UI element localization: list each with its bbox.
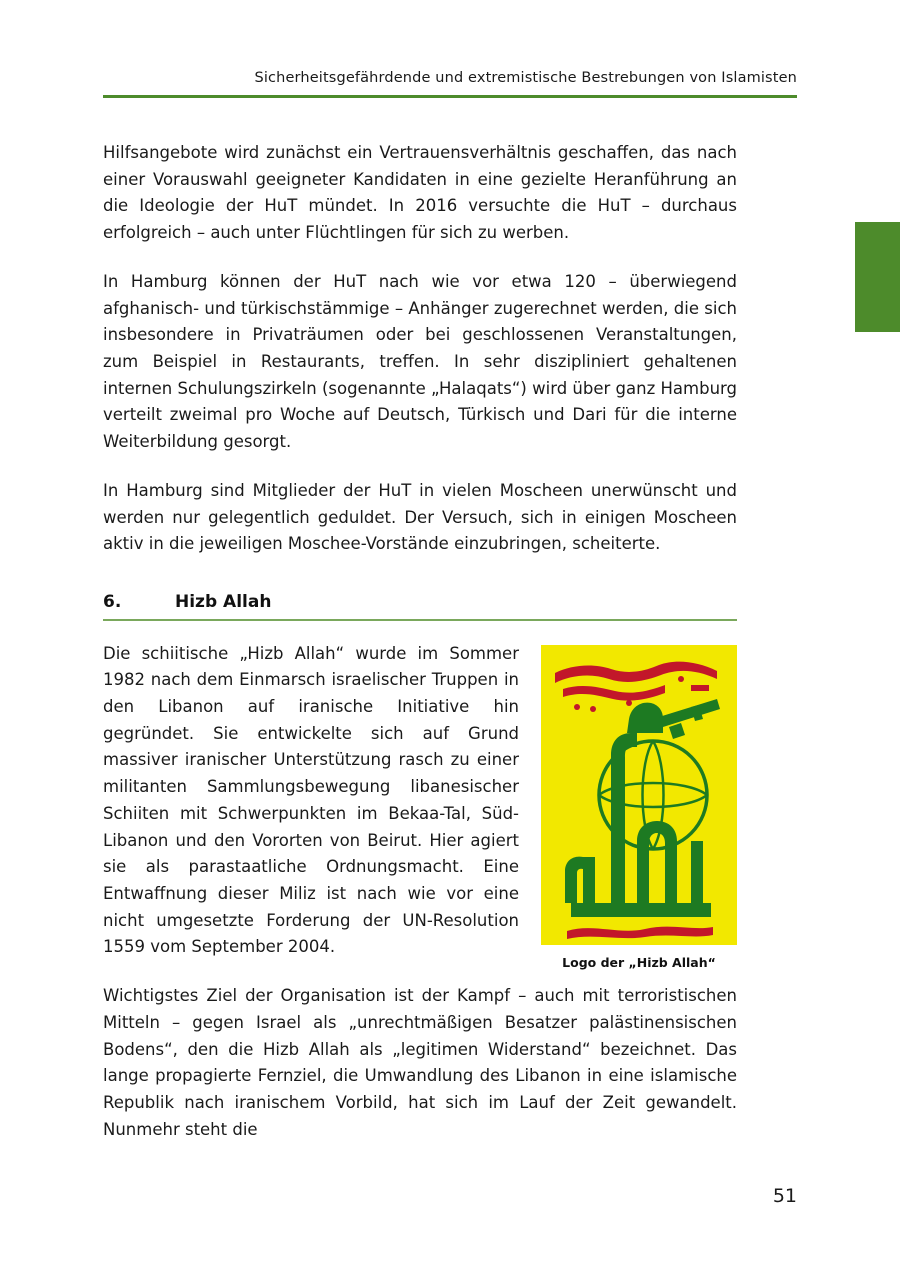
hizb-allah-emblem-icon — [541, 645, 737, 945]
section-number: 6. — [103, 592, 122, 613]
section-title: Hizb Allah — [175, 592, 272, 613]
section-divider — [103, 619, 737, 621]
page-header — [103, 70, 797, 98]
figure-caption: Logo der „Hizb Allah“ — [562, 954, 716, 970]
chapter-edge-marker — [855, 222, 900, 332]
figure-and-text-block — [103, 641, 737, 1166]
header-divider — [103, 95, 797, 98]
section-heading — [103, 592, 737, 612]
paragraph-1: Hilfsangebote wird zunächst ein Vertrauensverhältnis geschaffen, das nach einer Vorauswahl geeigneter Kandidaten in eine gezielte Heranführung an die Ideologie der HuT mündet. In 2016 versuchte die HuT – durchaus erfolgreich – auch unter Flüchtlingen für sich zu werben. — [103, 143, 737, 243]
section-paragraph-wrapped: Die schiitische „Hizb Allah“ wurde im Sommer 1982 nach dem Einmarsch israelischer Truppen in den Libanon auf iranische Initiative hin gegründet. Sie entwickelte sich auf Grund massiver iranischer Unterstützung rasch zu einer militanten Sammlungsbewegung libanesischer Schiiten mit Schwerpunkten im Bekaa-Tal, Süd-Libanon und den Vororten von Beirut. Hier agiert sie als parastaatliche Ordnungsmacht. Eine Entwaffnung dieser Miliz ist nach wie vor eine nicht umgesetzte Forderung der UN-Resolution 1559 vom September 2004. — [103, 643, 519, 957]
paragraph-3: In Hamburg sind Mitglieder der HuT in vielen Moscheen unerwünscht und werden nur gelegentlich geduldet. Der Versuch, sich in einigen Moscheen aktiv in die jeweiligen Moschee-Vorstände einzubringen, scheiterte. — [103, 480, 737, 554]
page-number: 51 — [772, 1185, 797, 1207]
logo-image — [541, 645, 737, 945]
running-title: Sicherheitsgefährdende und extremistische Bestrebungen von Islamisten — [254, 70, 797, 86]
main-text-column — [103, 140, 737, 1166]
section-paragraph-final: Wichtigstes Ziel der Organisation ist der Kampf – auch mit terroristischen Mitteln – gegen Israel als „unrechtmäßigen Besatzer palästinensischen Bodens“, den die Hizb Allah als „legitimen Widerstand“ bezeichnet. Das lange propagierte Fernziel, die Umwandlung des Libanon in eine islamische Republik nach iranischem Vorbild, hat sich im Lauf der Zeit gewandelt. Nunmehr steht die — [103, 986, 737, 1139]
figure-hizb-allah-logo — [541, 645, 737, 971]
paragraph-2: In Hamburg können der HuT nach wie vor etwa 120 – überwiegend afghanisch- und türkischstämmige – Anhänger zugerechnet werden, die sich insbesondere in Privaträumen oder bei geschlossenen Veranstaltungen, zum Beispiel in Restaurants, treffen. In sehr diszipliniert gehaltenen internen Schulungszirkeln (sogenannte „Halaqats“) wird über ganz Hamburg verteilt zweimal pro Woche auf Deutsch, Türkisch und Dari für die interne Weiterbildung gesorgt. — [103, 271, 737, 452]
